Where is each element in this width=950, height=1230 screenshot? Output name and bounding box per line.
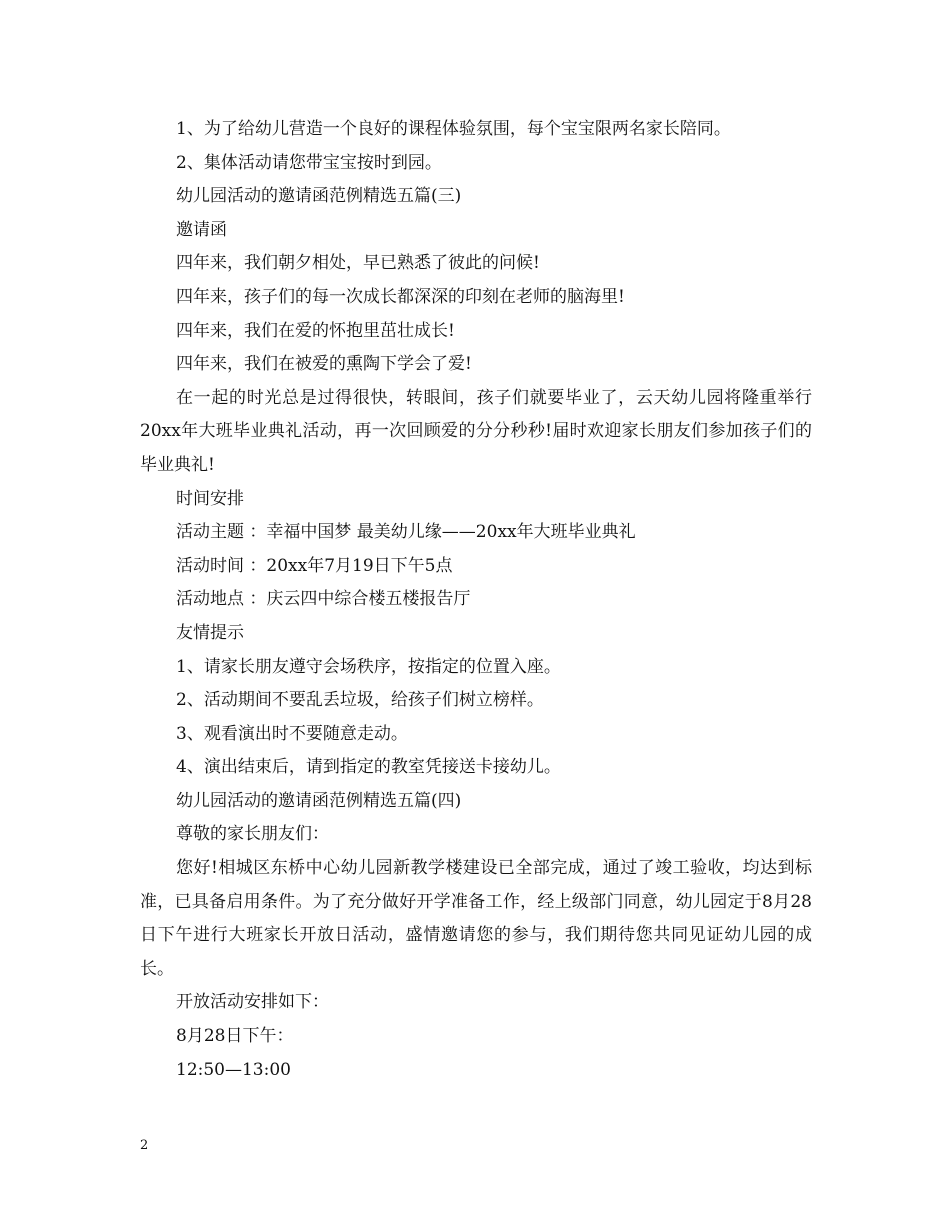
invitation-title: 邀请函 [176, 219, 227, 240]
body-paragraph: 您好!相城区东桥中心幼儿园新教学楼建设已全部完成，通过了竣工验收，均达到标准，已具备启用条件。为了充分做好开学准备工作，经上级部门同意，幼儿园定于8月28日下午进行大班家长开放日活动，盛情邀请您的参与，我们期待您共同见证幼儿园的成长。 [140, 858, 812, 979]
page-content [140, 113, 812, 1087]
text-line: 2、集体活动请您带宝宝按时到园。 [176, 152, 442, 173]
tip-item: 3、观看演出时不要随意走动。 [176, 723, 408, 744]
event-theme: 活动主题 ：幸福中国梦 最美幼儿缘——20xx年大班毕业典礼 [176, 522, 636, 543]
body-paragraph: 在一起的时光总是过得很快，转眼间，孩子们就要毕业了，云天幼儿园将隆重举行20xx年大班毕业典礼活动，再一次回顾爱的分分秒秒!届时欢迎家长朋友们参加孩子们的毕业典礼! [140, 387, 812, 475]
section-heading: 幼儿园活动的邀请函范例精选五篇(三) [176, 186, 462, 207]
subheading-schedule: 时间安排 [176, 488, 244, 509]
text-line: 8月28日下午： [176, 1026, 294, 1047]
event-location: 活动地点 ：庆云四中综合楼五楼报告厅 [176, 589, 471, 610]
text-line: 四年来，孩子们的每一次成长都深深的印刻在老师的脑海里! [176, 286, 625, 307]
tip-item: 4、演出结束后，请到指定的教室凭接送卡接幼儿。 [176, 757, 561, 778]
tip-item: 1、请家长朋友遵守会场秩序，按指定的位置入座。 [176, 656, 561, 677]
page-number: 2 [140, 1138, 149, 1153]
text-line: 12:50—13:00 [176, 1059, 291, 1080]
subheading-tips: 友情提示 [176, 622, 244, 643]
section-heading: 幼儿园活动的邀请函范例精选五篇(四) [176, 790, 462, 811]
text-line: 四年来，我们在爱的怀抱里茁壮成长! [176, 320, 455, 341]
salutation: 尊敬的家长朋友们： [176, 824, 329, 845]
text-line: 四年来，我们朝夕相处，早已熟悉了彼此的问候! [176, 253, 540, 274]
text-line: 四年来，我们在被爱的熏陶下学会了爱! [176, 354, 472, 375]
event-time: 活动时间 ：20xx年7月19日下午5点 [176, 555, 453, 576]
text-line: 开放活动安排如下： [176, 992, 329, 1013]
text-line: 1、为了给幼儿营造一个良好的课程体验氛围，每个宝宝限两名家长陪同。 [176, 119, 731, 139]
tip-item: 2、活动期间不要乱丢垃圾，给孩子们树立榜样。 [176, 690, 544, 711]
